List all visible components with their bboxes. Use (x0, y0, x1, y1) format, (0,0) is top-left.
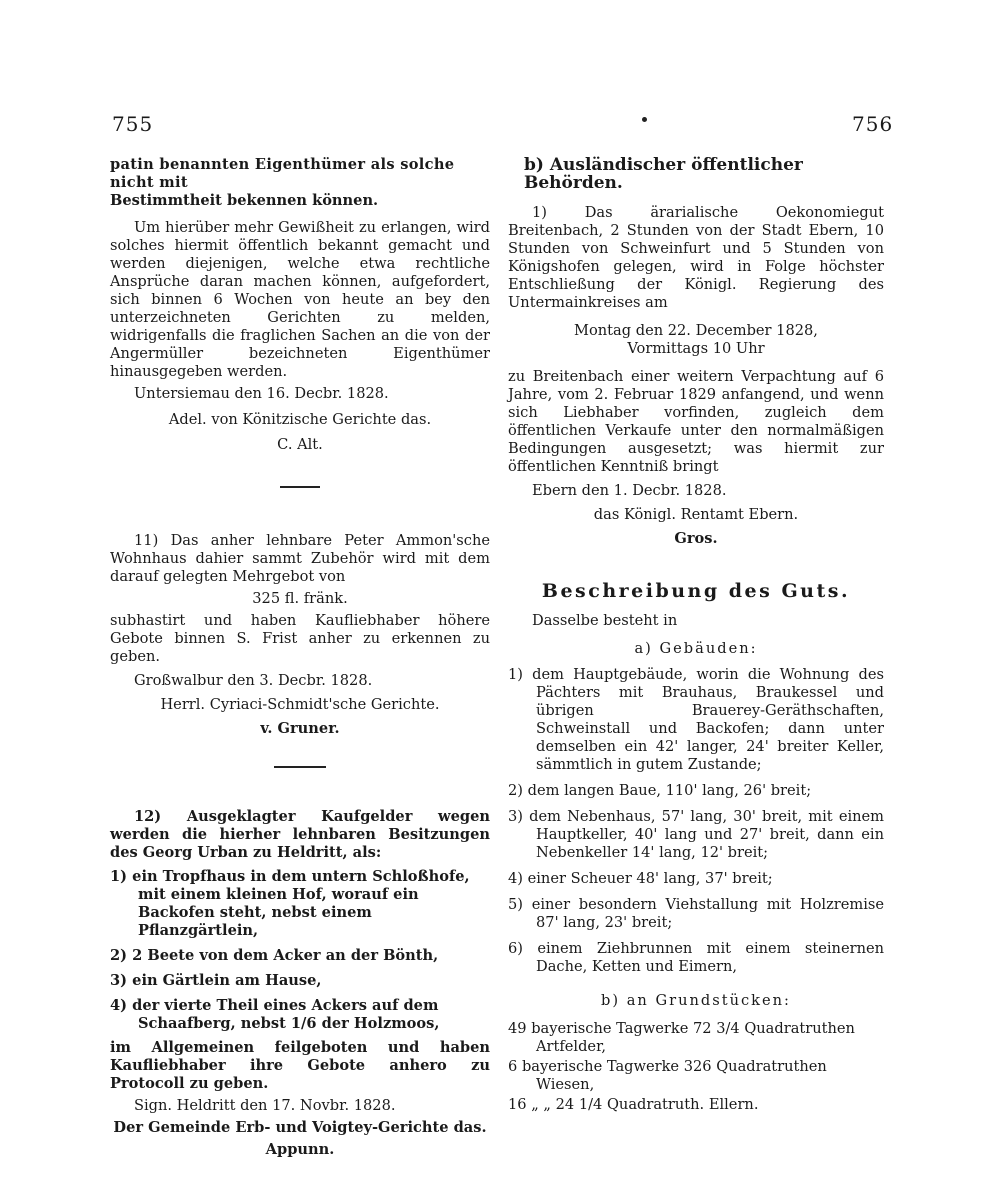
notice-11: 11) Das anher lehnbare Peter Ammon'sche Wohnhaus dahier sammt Zubehör wird mit dem darauf gelegten Mehrgebot von (110, 532, 490, 585)
item-text: bayerische Tagwerke 72 3/4 Quadratruthen Artfelder, (531, 1020, 855, 1055)
subheading-land: b) an Grundstücken: (601, 992, 791, 1009)
item-number: 3) (110, 972, 128, 989)
item-number: 2) (508, 782, 523, 799)
list-item (110, 997, 490, 1033)
item-text: einem Ziehbrunnen mit einem steinernen Dache, Ketten und Eimern, (536, 940, 884, 975)
item-text: der vierte Theil eines Ackers auf dem Schaafberg, nebst 1/6 der Holzmoos, (132, 997, 440, 1032)
paragraph-claim-notice: Um hierüber mehr Gewißheit zu erlangen, wird solches hiermit öffentlich bekannt gemacht und werden diejenigen, welche etwa rechtliche Ansprüche daran machen können, aufgefordert, sich binnen 6 Wochen von heute an bey den unterzeichneten Gerichten zu melden, widrigenfalls die fraglichen Sachen an die von der Angermüller bezeichneten Eigenthümer hinausgegeben werden. (110, 219, 490, 380)
description-heading: Beschreibung des Guts. (541, 580, 851, 602)
item-number: 1) (110, 868, 128, 885)
signer-1: C. Alt. (277, 436, 323, 453)
place-date-1: Untersiemau den 16. Decbr. 1828. (134, 385, 389, 402)
continuation-line-1: patin benannten Eigenthümer als solche nicht mit (110, 156, 455, 191)
notice-12: 12) Ausgeklagter Kaufgelder wegen werden die hierher lehnbaren Besitzungen des Georg Urban zu Heldritt, als: (110, 808, 490, 861)
item-text: „ „ 24 1/4 Quadratruth. Ellern. (531, 1096, 759, 1113)
item-number: 3) (508, 808, 523, 825)
item-number: 1) (508, 666, 523, 683)
court-3: Der Gemeinde Erb- und Voigtey-Gerichte das. (113, 1119, 487, 1136)
item-text: einer besondern Viehstallung mit Holzremise 87' lang, 23' breit; (531, 896, 884, 931)
court-1: Adel. von Könitzische Gerichte das. (168, 411, 432, 428)
section-heading-foreign-authorities: b) Ausländischer öffentlicher Behörden. (524, 155, 803, 193)
item-number: 49 (508, 1020, 527, 1037)
item-number: 16 (508, 1096, 527, 1113)
item-text: ein Tropfhaus in dem untern Schloßhofe, mit einem kleinen Hof, worauf ein Backofen steht, nebst einem Pflanzgärtlein, (132, 868, 470, 939)
right-column (508, 156, 884, 1114)
signer-3: Appunn. (265, 1141, 335, 1158)
notice-12-continuation: im Allgemeinen feilgeboten und haben Kaufliebhaber ihre Gebote anhero zu Protocoll zu geben. (110, 1039, 490, 1092)
continuation-line-2: Bestimmtheit bekennen können. (110, 192, 379, 209)
item-number: 6 (508, 1058, 518, 1075)
item-number: 4) (110, 997, 128, 1014)
list-item (508, 896, 884, 932)
item-text: einer Scheuer 48' lang, 37' breit; (527, 870, 773, 887)
separator-rule-2 (274, 766, 326, 768)
list-item (508, 1096, 884, 1114)
list-item (508, 782, 884, 800)
notice-12-items (110, 868, 490, 1033)
page-number-right: 756 (852, 112, 894, 136)
list-item (110, 868, 490, 940)
left-column (110, 156, 490, 1159)
signer-2: v. Gruner. (260, 720, 340, 737)
signer-gros: Gros. (674, 530, 718, 547)
list-item (110, 972, 490, 990)
list-item (508, 1058, 884, 1094)
item-text: 2 Beete von dem Acker an der Bönth, (132, 947, 439, 964)
notice-11-continuation: subhastirt und haben Kaufliebhaber höhere Gebote binnen S. Frist anher zu erkennen zu geben. (110, 612, 490, 665)
item-text: dem Hauptgebäude, worin die Wohnung des Pächters mit Brauhaus, Braukessel und übrigen Brauerey-Geräthschaften, Schweinstall und Backofen; dann unter demselben ein 42' langer, 24' breiter Keller, sämmtlich in gutem Zustande; (532, 666, 885, 773)
item-text: bayerische Tagwerke 326 Quadratruthen Wiesen, (521, 1058, 827, 1093)
place-date-3: Sign. Heldritt den 17. Novbr. 1828. (134, 1097, 396, 1114)
consists-line: Dasselbe besteht in (532, 612, 678, 629)
list-item (508, 940, 884, 976)
court-2: Herrl. Cyriaci-Schmidt'sche Gerichte. (160, 696, 440, 713)
list-item (508, 808, 884, 862)
place-date-2: Großwalbur den 3. Decbr. 1828. (134, 672, 373, 689)
place-date-ebern: Ebern den 1. Decbr. 1828. (532, 482, 727, 499)
notice-1-continuation: zu Breitenbach einer weitern Verpachtung auf 6 Jahre, vom 2. Februar 1829 anfangend, und wenn sich Liebhaber vorfinden, zugleich dem öffentlichen Verkaufe unter den normalmäßigen Bedingungen ausgesetzt; was hiermit zur öffentlichen Kenntniß bringt (508, 368, 884, 475)
auction-date: Montag den 22. December 1828, (574, 322, 818, 339)
item-text: ein Gärtlein am Hause, (132, 972, 322, 989)
buildings-list (508, 666, 884, 976)
item-number: 4) (508, 870, 523, 887)
notice-11-amount: 325 fl. fränk. (252, 590, 348, 607)
notice-1: 1) Das ärarialische Oekonomiegut Breitenbach, 2 Stunden von der Stadt Ebern, 10 Stunden von Schweinfurt und 5 Stunden von Königshofen gelegen, wird in Folge höchster Entschließung der Königl. Regierung des Untermainkreises am (508, 204, 884, 311)
office-rentamt: das Königl. Rentamt Ebern. (593, 506, 799, 523)
list-item (508, 1020, 884, 1056)
list-item (110, 947, 490, 965)
separator-rule-1 (280, 486, 320, 488)
ink-dot (642, 117, 647, 122)
item-number: 6) (508, 940, 523, 957)
land-list (508, 1020, 884, 1114)
auction-time: Vormittags 10 Uhr (627, 340, 765, 357)
item-text: dem Nebenhaus, 57' lang, 30' breit, mit einem Hauptkeller, 40' lang und 27' breit, dann ein Nebenkeller 14' lang, 12' breit; (529, 808, 884, 861)
item-text: dem langen Baue, 110' lang, 26' breit; (527, 782, 812, 799)
item-number: 2) (110, 947, 128, 964)
list-item (508, 870, 884, 888)
subheading-buildings: a) Gebäuden: (634, 640, 758, 657)
list-item (508, 666, 884, 774)
item-number: 5) (508, 896, 523, 913)
page-number-left: 755 (112, 112, 154, 136)
